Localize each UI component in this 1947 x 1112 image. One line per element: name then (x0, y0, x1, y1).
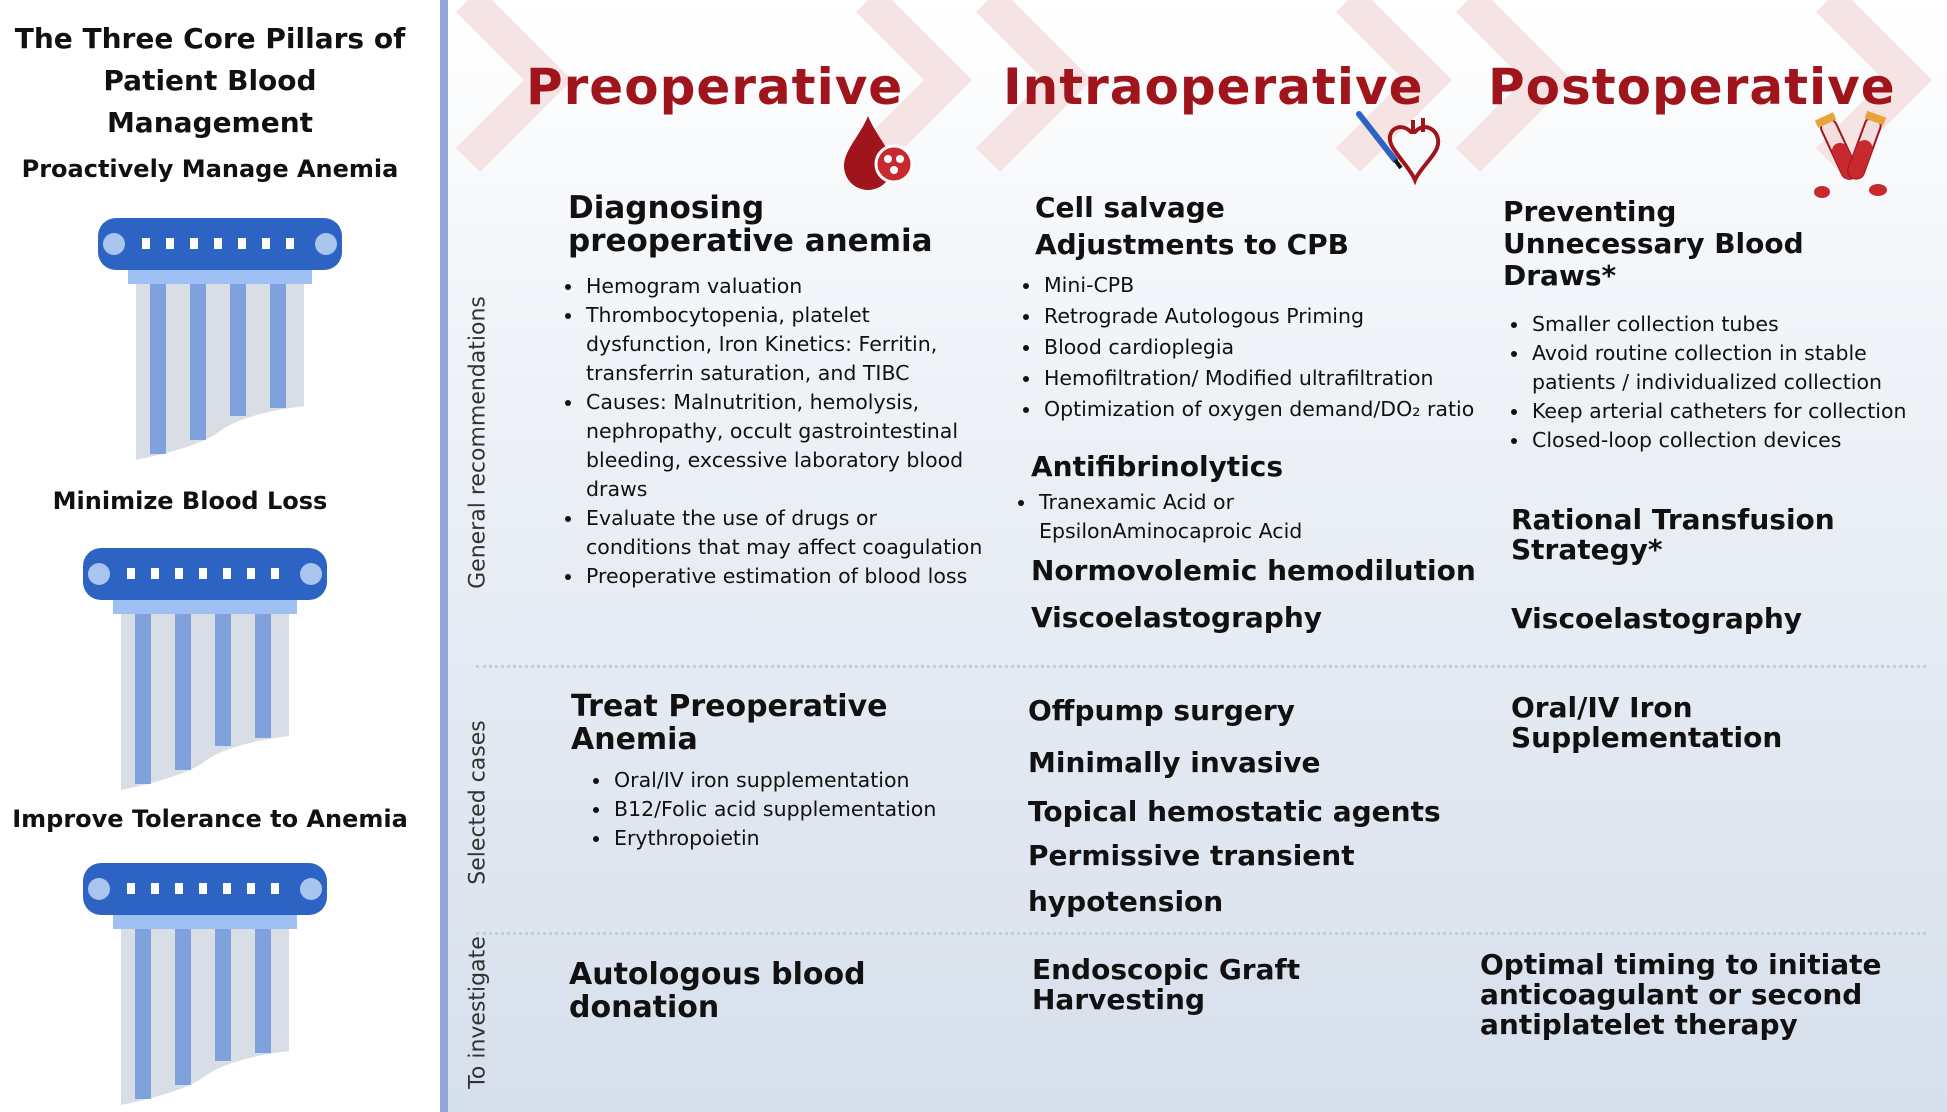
pillar-icon (75, 530, 335, 790)
intra-heading-hemodilution: Normovolemic hemodilution (1031, 554, 1476, 587)
list-item: • Mini-CPB (1042, 270, 1482, 301)
pillar-label-tolerance: Improve Tolerance to Anemia (12, 805, 408, 833)
intra-cpb-list (1018, 270, 1482, 425)
post-investigate-heading: Optimal timing to initiate anticoagulant or second antiplatelet therapy (1480, 948, 1882, 1041)
list-item: • Closed-loop collection devices (1530, 426, 1930, 455)
list-item: • Keep arterial catheters for collection (1530, 397, 1930, 426)
pre-general-heading: Diagnosing preoperative anemia (568, 190, 933, 259)
list-item: • B12/Folic acid supplementation (612, 795, 992, 824)
intra-heading-antifibrinolytics: Antifibrinolytics (1031, 450, 1284, 483)
row-label-investigate: To investigate (465, 936, 491, 1089)
heart-scalpel-icon (1353, 108, 1443, 188)
pre-selected-list (588, 766, 992, 853)
phase-title-intraoperative: Intraoperative (1003, 58, 1424, 116)
pillar-icon (90, 200, 350, 460)
intra-investigate-heading: Endoscopic Graft Harvesting (1032, 953, 1301, 1016)
list-item: • Preoperative estimation of blood loss (584, 562, 984, 591)
intra-heading-cpb: Adjustments to CPB (1035, 228, 1349, 261)
row-label-selected: Selected cases (465, 720, 491, 885)
intra-selected-item: Topical hemostatic agents (1028, 795, 1441, 828)
pillar-label-anemia: Proactively Manage Anemia (21, 155, 399, 183)
intra-heading-viscoelastography: Viscoelastography (1031, 601, 1323, 634)
list-item: • Avoid routine collection in stable patients / individualized collection (1530, 339, 1930, 397)
list-item: • Blood cardioplegia (1042, 332, 1482, 363)
pre-investigate-heading: Autologous blood donation (569, 957, 866, 1025)
pre-selected-heading: Treat Preoperative Anemia (571, 689, 888, 757)
intra-selected-item: Permissive transient (1028, 839, 1355, 872)
list-item: • Hemofiltration/ Modified ultrafiltration (1042, 363, 1482, 394)
list-item: • Causes: Malnutrition, hemolysis, nephropathy, occult gastrointestinal bleeding, excessive laboratory blood draws (584, 388, 984, 504)
intra-heading-cell-salvage: Cell salvage (1035, 191, 1225, 224)
phase-title-preoperative: Preoperative (526, 58, 904, 116)
phases-panel (448, 0, 1947, 1112)
intra-anti-list (1013, 488, 1337, 546)
intra-selected-item: Offpump surgery (1028, 694, 1295, 727)
pillars-panel (0, 0, 440, 1112)
list-item: • Tranexamic Acid or EpsilonAminocaproic Acid (1037, 488, 1337, 546)
post-heading-blood-draws: Preventing Unnecessary Blood Draws* (1503, 195, 1804, 292)
list-item: • Thrombocytopenia, platelet dysfunction, Iron Kinetics: Ferritin, transferrin saturation, and TIBC (584, 301, 984, 388)
list-item: • Smaller collection tubes (1530, 310, 1930, 339)
left-title: The Three Core Pillars of Patient Blood Management (14, 22, 406, 139)
row-separator (476, 665, 1926, 668)
panel-divider (440, 0, 448, 1112)
post-heading-viscoelastography: Viscoelastography (1511, 602, 1803, 635)
post-heading-transfusion: Rational Transfusion Strategy* (1511, 503, 1835, 566)
post-selected-heading: Oral/IV Iron Supplementation (1511, 691, 1783, 754)
row-label-general: General recommendations (465, 296, 491, 589)
post-list (1506, 310, 1930, 455)
pre-general-list (560, 272, 984, 591)
list-item: • Retrograde Autologous Priming (1042, 301, 1482, 332)
intra-selected-item: hypotension (1028, 885, 1224, 918)
row-separator (476, 932, 1926, 935)
test-tubes-icon (1808, 110, 1898, 205)
pillar-icon (75, 845, 335, 1105)
blood-drop-icon (838, 112, 918, 192)
intra-selected-item: Minimally invasive (1028, 746, 1321, 779)
list-item: • Erythropoietin (612, 824, 992, 853)
list-item: • Optimization of oxygen demand/DO₂ ratio (1042, 394, 1482, 425)
pillar-label-blood-loss: Minimize Blood Loss (52, 487, 328, 515)
list-item: • Oral/IV iron supplementation (612, 766, 992, 795)
list-item: • Evaluate the use of drugs or conditions that may affect coagulation (584, 504, 984, 562)
list-item: • Hemogram valuation (584, 272, 984, 301)
phase-title-postoperative: Postoperative (1488, 58, 1896, 116)
